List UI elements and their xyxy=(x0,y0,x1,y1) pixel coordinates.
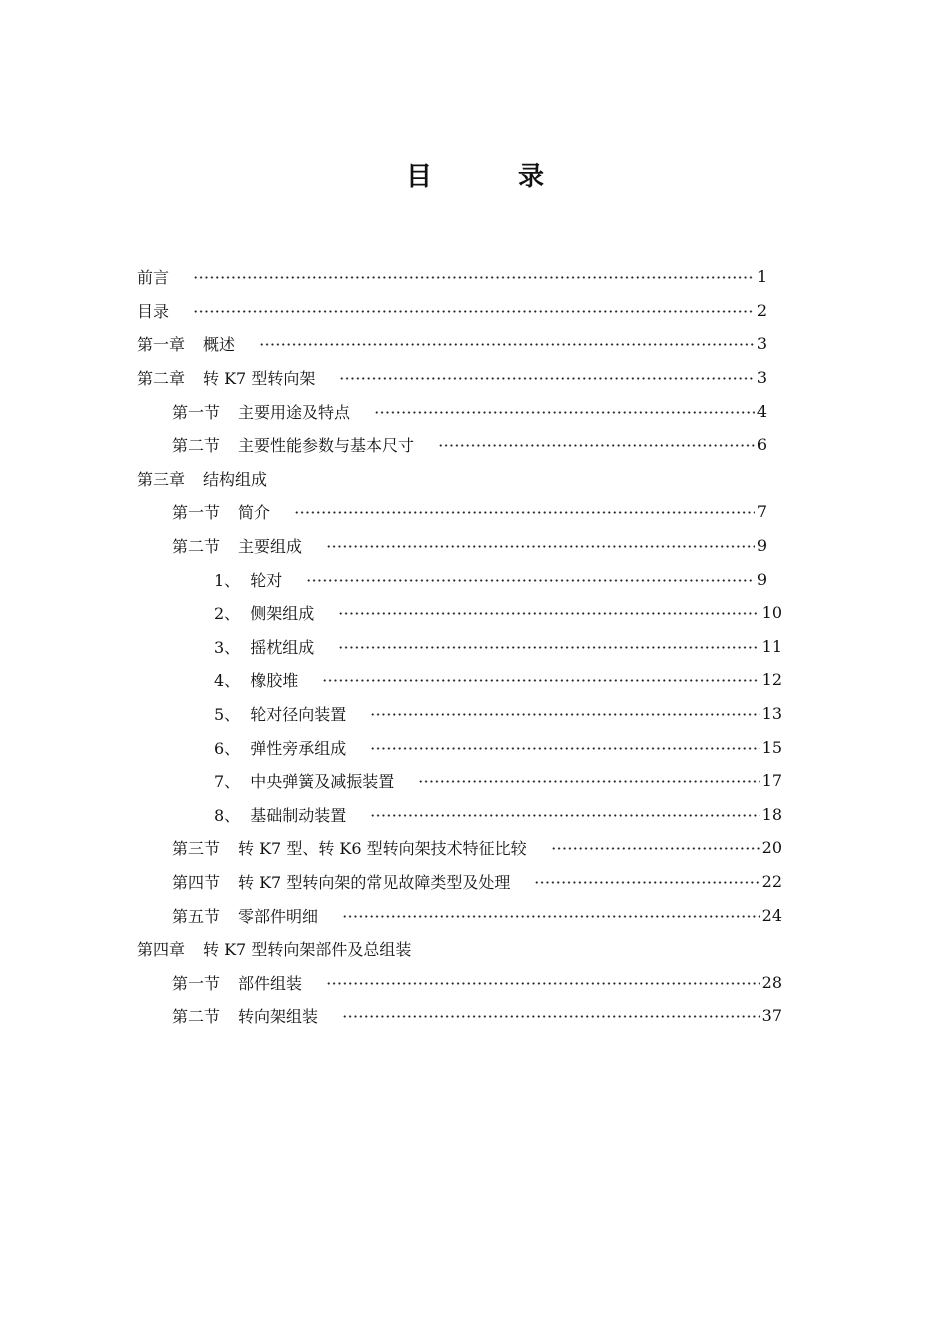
toc-entry[interactable] xyxy=(172,865,782,899)
toc-entry-page: 18 xyxy=(761,804,782,824)
toc-entry-number: 第四章 xyxy=(137,940,186,960)
toc-entry[interactable] xyxy=(214,798,782,832)
toc-entry[interactable] xyxy=(214,596,782,630)
toc-entry[interactable] xyxy=(172,394,767,428)
toc-leader-dots xyxy=(193,310,755,313)
toc-entry-page: 37 xyxy=(761,1006,782,1026)
toc-entry-page: 1 xyxy=(756,267,767,287)
toc-leader-dots xyxy=(338,612,759,615)
toc-leader-dots xyxy=(370,814,759,817)
toc-entry-number: 第二节 xyxy=(172,436,221,456)
toc-entry-number: 第一章 xyxy=(137,335,186,355)
toc-entry-label: 侧架组成 xyxy=(250,604,315,624)
toc-entry-page: 15 xyxy=(761,737,782,757)
toc-entry-label: 基础制动装置 xyxy=(250,805,347,825)
toc-leader-dots xyxy=(374,411,755,414)
toc-entry-label: 简介 xyxy=(238,503,271,523)
toc-leader-dots xyxy=(306,579,755,582)
toc-entry[interactable] xyxy=(137,361,767,395)
toc-entry[interactable] xyxy=(214,630,782,664)
toc-leader-dots xyxy=(551,847,760,850)
toc-entry[interactable] xyxy=(214,764,782,798)
toc-entry-number: 第二节 xyxy=(172,537,221,557)
toc-entry-label: 转 K7 型转向架 xyxy=(203,369,316,389)
toc-entry-label: 轮对径向装置 xyxy=(250,705,347,725)
toc-entry-label: 弹性旁承组成 xyxy=(250,738,347,758)
toc-entry-number: 第四节 xyxy=(172,873,221,893)
toc-leader-dots xyxy=(342,1015,760,1018)
toc-entry[interactable] xyxy=(172,999,782,1033)
toc-entry-number: 8、 xyxy=(214,805,241,825)
toc-leader-dots xyxy=(339,377,754,380)
toc-entry-label: 摇枕组成 xyxy=(250,637,315,657)
toc-entry-number: 第一节 xyxy=(172,503,221,523)
toc-entry-label: 转向架组装 xyxy=(238,1007,319,1027)
toc-entry-page: 3 xyxy=(756,334,767,354)
toc-leader-dots xyxy=(534,881,759,884)
toc-entry[interactable] xyxy=(214,697,782,731)
toc-leader-dots xyxy=(322,679,759,682)
toc-leader-dots xyxy=(370,713,759,716)
page-title: 目 录 xyxy=(405,162,574,192)
toc-leader-dots xyxy=(294,511,755,514)
toc-entry[interactable] xyxy=(172,428,767,462)
toc-entry[interactable] xyxy=(137,327,767,361)
toc-entry-label: 目录 xyxy=(137,301,170,321)
toc-leader-dots xyxy=(418,780,759,783)
toc-entry[interactable] xyxy=(172,529,767,563)
toc-entry-number: 第三章 xyxy=(137,469,186,489)
toc-entry[interactable] xyxy=(172,966,782,1000)
toc-leader-dots xyxy=(326,545,755,548)
toc-entry-number: 7、 xyxy=(214,772,241,792)
toc-entry[interactable] xyxy=(172,495,767,529)
toc-entry-page: 9 xyxy=(756,569,767,589)
toc-entry-number: 第三节 xyxy=(172,839,221,859)
toc-entry-number: 第五节 xyxy=(172,906,221,926)
toc-entry-page: 28 xyxy=(761,972,782,992)
toc-entry-number: 2、 xyxy=(214,604,241,624)
toc-entry-number: 第一节 xyxy=(172,973,221,993)
toc-leader-dots xyxy=(438,444,755,447)
toc-entry-label: 轮对 xyxy=(250,570,283,590)
toc-entry[interactable] xyxy=(172,831,782,865)
toc-entry[interactable] xyxy=(214,663,782,697)
toc-entry-label: 转 K7 型、转 K6 型转向架技术特征比较 xyxy=(238,839,527,859)
toc-entry-number: 3、 xyxy=(214,637,241,657)
toc-entry-label: 主要性能参数与基本尺寸 xyxy=(238,436,415,456)
toc-entry-label: 概述 xyxy=(203,335,236,355)
toc-entry-page: 11 xyxy=(761,636,782,656)
toc-entry-page: 24 xyxy=(761,905,782,925)
toc-entry-number: 第二节 xyxy=(172,1007,221,1027)
toc-entry-page: 3 xyxy=(756,368,767,388)
toc-leader-dots xyxy=(342,915,760,918)
toc-entry-label: 中央弹簧及减振装置 xyxy=(250,772,395,792)
toc-entry-page: 22 xyxy=(761,872,782,892)
toc-entry-page: 20 xyxy=(761,838,782,858)
toc-entry[interactable] xyxy=(137,260,767,294)
toc-entry[interactable] xyxy=(172,898,782,932)
toc-entry-number: 6、 xyxy=(214,738,241,758)
toc-entry-label: 橡胶堆 xyxy=(250,671,299,691)
toc-entry-number: 4、 xyxy=(214,671,241,691)
toc-entry-label: 前言 xyxy=(137,268,170,288)
toc-leader-dots xyxy=(370,747,759,750)
toc-entry-label: 主要组成 xyxy=(238,537,303,557)
toc-entry-page: 2 xyxy=(756,300,767,320)
toc-entry-page: 17 xyxy=(761,771,782,791)
toc-leader-dots xyxy=(193,276,755,279)
toc-entry[interactable] xyxy=(137,294,767,328)
toc-entry-number: 5、 xyxy=(214,705,241,725)
toc-entry-page: 12 xyxy=(761,670,782,690)
toc-entry-page: 13 xyxy=(761,704,782,724)
toc-entry[interactable] xyxy=(214,730,782,764)
toc-entry-label: 零部件明细 xyxy=(238,906,319,926)
toc-leader-dots xyxy=(259,343,755,346)
toc-leader-dots xyxy=(326,982,760,985)
toc-entry-page: 7 xyxy=(756,502,767,522)
toc-entry-page: 9 xyxy=(756,536,767,556)
toc-entry-page: 10 xyxy=(761,603,782,623)
toc-entry-page: 6 xyxy=(756,435,767,455)
toc-entry-label: 结构组成 xyxy=(203,469,268,489)
toc-entry-page: 4 xyxy=(756,401,767,421)
toc-entry[interactable] xyxy=(137,932,411,966)
toc-entry-label: 部件组装 xyxy=(238,973,303,993)
toc-entry-number: 1、 xyxy=(214,570,241,590)
toc-leader-dots xyxy=(338,646,759,649)
toc-entry-number: 第二章 xyxy=(137,369,186,389)
toc-entry-number: 第一节 xyxy=(172,402,221,422)
toc-entry-label: 转 K7 型转向架的常见故障类型及处理 xyxy=(238,873,511,893)
toc-entry[interactable] xyxy=(214,562,767,596)
toc-entry-label: 转 K7 型转向架部件及总组装 xyxy=(203,940,412,960)
toc-entry-label: 主要用途及特点 xyxy=(238,402,351,422)
toc-entry[interactable] xyxy=(137,462,267,496)
